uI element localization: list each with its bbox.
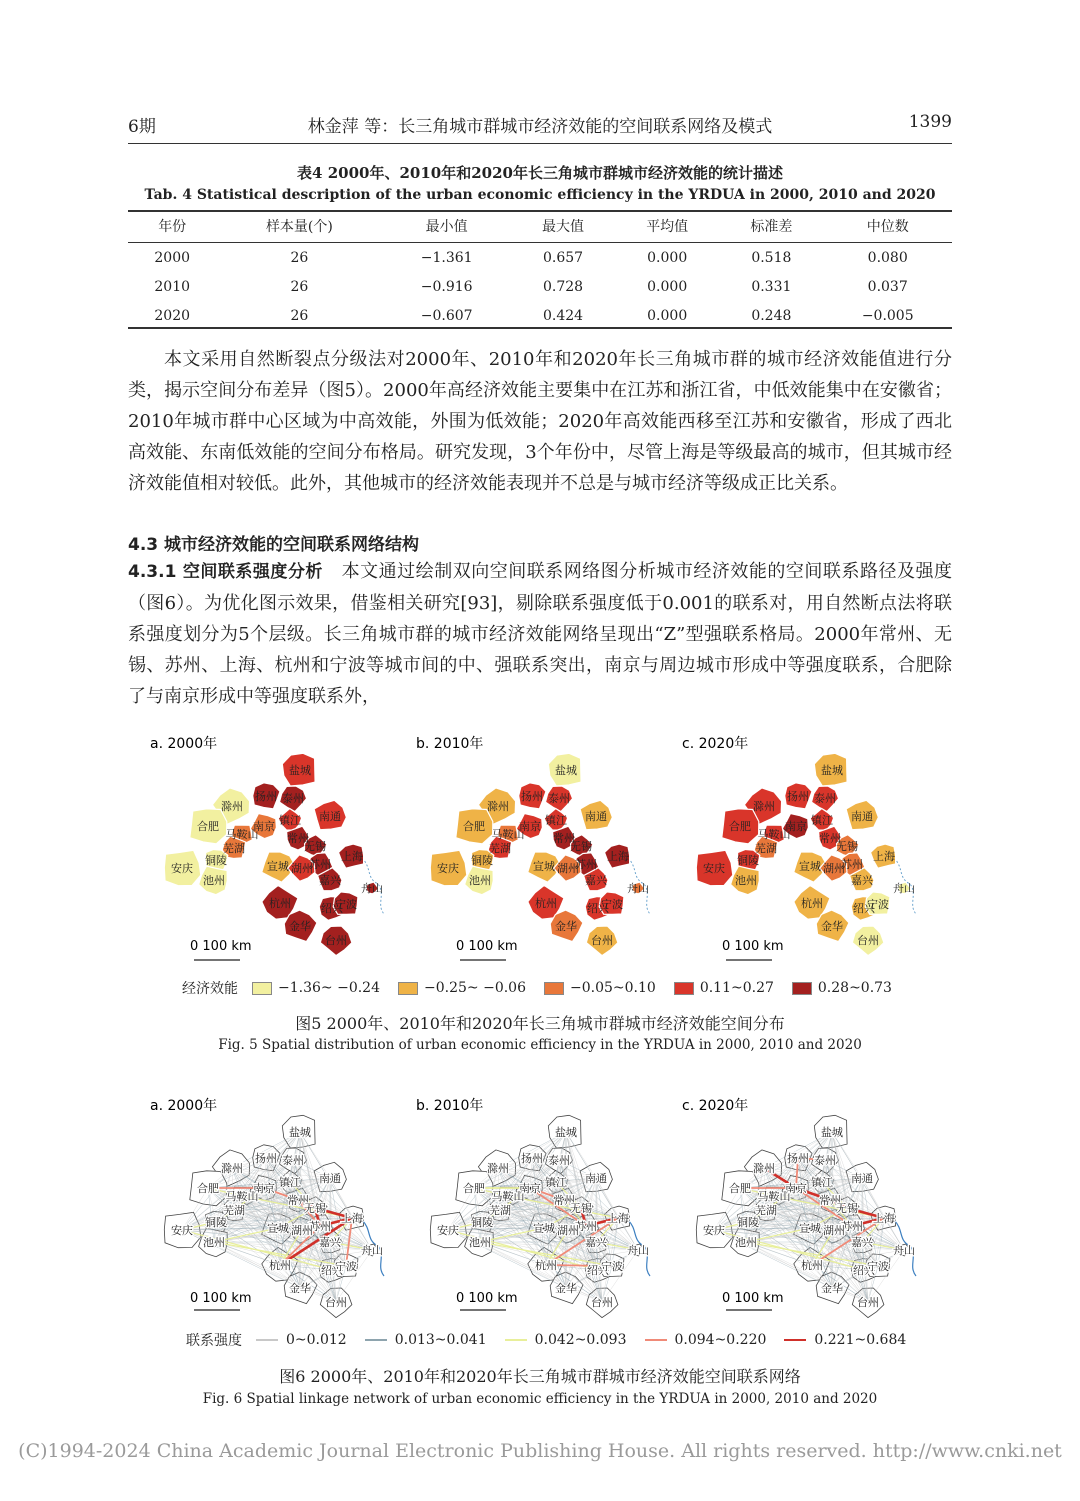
city-label: 宣城 xyxy=(799,1222,821,1235)
city-label: 舟山 xyxy=(361,882,383,895)
scale-label: 0 100 km xyxy=(190,939,252,954)
city-label: 合肥 xyxy=(463,1182,485,1195)
issue-number: 6期 xyxy=(128,117,156,137)
fig5-legend-item xyxy=(398,980,526,996)
city-label: 滁州 xyxy=(487,1162,509,1175)
city-label: 滁州 xyxy=(753,800,775,813)
city-label: 无锡 xyxy=(836,840,858,853)
city-label: 安庆 xyxy=(171,1224,193,1237)
city-label: 金华 xyxy=(289,920,311,933)
city-label: 台州 xyxy=(591,934,613,947)
city-label: 芜湖 xyxy=(755,842,777,855)
city-label: 上海 xyxy=(341,1212,363,1225)
legend-line xyxy=(256,1339,278,1341)
legend-label: 0.094~0.220 xyxy=(674,1332,767,1348)
city-label: 台州 xyxy=(591,1296,613,1309)
paragraph-1 xyxy=(128,344,952,499)
city-label: 上海 xyxy=(341,850,363,863)
city-label: 泰州 xyxy=(814,1154,836,1167)
fig6-legend-item xyxy=(645,1332,767,1348)
legend-swatch xyxy=(252,982,272,995)
city-label: 扬州 xyxy=(521,1152,543,1165)
city-label: 绍兴 xyxy=(321,902,343,915)
city-label: 台州 xyxy=(857,1296,879,1309)
city-label: 嘉兴 xyxy=(319,1236,341,1249)
city-label: 安庆 xyxy=(171,862,193,875)
city-label: 无锡 xyxy=(836,1202,858,1215)
table-cell: 2020 xyxy=(154,307,191,324)
city-label: 绍兴 xyxy=(853,902,875,915)
paragraph-text: 本文采用自然断裂点分级法对2000年、2010年和2020年长三角城市群的城市经济效能值进行分类，揭示空间分布差异（图5）。2000年高经济效能主要集中在江苏和浙江省，中低效能集中在安徽省；2010年城市群中心区域为中高效能，外围为低效能；2020年高效能西移至江苏和安徽省，形成了西北高效能、东南低效能的空间分布格局。研究发现，3个年份中，尽管上海是等级最高的城市，但其城市经济效能值相对较低。此外，其他城市的经济效能表现并不总是与城市经济等级成正比关系。 xyxy=(128,349,952,494)
legend-label: 0~0.012 xyxy=(286,1332,347,1348)
city-label: 铜陵 xyxy=(471,854,493,867)
table-caption-zh: 表4 2000年、2010年和2020年长三角城市群城市经济效能的统计描述 xyxy=(297,164,783,182)
table-cell: 0.037 xyxy=(867,278,908,295)
fig6-legend-item xyxy=(784,1332,906,1348)
running-title: 林金萍 等：长三角城市群城市经济效能的空间联系网络及模式 xyxy=(307,117,773,137)
city-label: 苏州 xyxy=(575,858,597,871)
city-label: 金华 xyxy=(555,1282,577,1295)
col-header: 年份 xyxy=(158,219,187,235)
city-label: 盐城 xyxy=(821,764,843,777)
table-row xyxy=(128,243,952,273)
city-label: 铜陵 xyxy=(737,1216,759,1229)
legend-label: 0.013~0.041 xyxy=(394,1332,487,1348)
col-header: 最小值 xyxy=(425,219,468,235)
table-header-row xyxy=(128,210,952,243)
city-label: 安庆 xyxy=(703,1224,725,1237)
fig5-legend-item xyxy=(252,980,380,996)
city-label: 安庆 xyxy=(437,862,459,875)
city-label: 合肥 xyxy=(729,1182,751,1195)
city-label: 滁州 xyxy=(487,800,509,813)
legend-label: −1.36~ −0.24 xyxy=(278,980,380,996)
fig5-legend-item xyxy=(792,980,892,996)
fig5-panel xyxy=(150,735,384,960)
city-label: 绍兴 xyxy=(853,1264,875,1277)
panel-label: a. 2000年 xyxy=(150,736,218,752)
city-label: 池州 xyxy=(469,874,491,887)
city-label: 舟山 xyxy=(893,882,915,895)
city-label: 无锡 xyxy=(570,840,592,853)
city-label: 南通 xyxy=(851,1172,873,1185)
legend-label: −0.25~ −0.06 xyxy=(424,980,526,996)
col-header: 平均值 xyxy=(646,219,689,235)
city-label: 湖州 xyxy=(557,862,579,875)
table-cell: 0.248 xyxy=(751,307,792,324)
fig6-legend-item xyxy=(505,1332,627,1348)
city-label: 安庆 xyxy=(437,1224,459,1237)
city-label: 常州 xyxy=(819,1194,841,1207)
table-cell: 26 xyxy=(290,249,309,266)
city-label: 合肥 xyxy=(729,820,751,833)
col-header: 样本量(个) xyxy=(265,219,333,235)
city-label: 无锡 xyxy=(570,1202,592,1215)
city-label: 泰州 xyxy=(282,792,304,805)
table-cell: 26 xyxy=(290,278,309,295)
table-cell: 2010 xyxy=(154,278,191,295)
table-cell: 0.518 xyxy=(751,249,792,266)
fig5-maps xyxy=(140,728,940,978)
city-label: 池州 xyxy=(735,1236,757,1249)
city-label: 南京 xyxy=(785,820,807,833)
table-cell: 26 xyxy=(290,307,309,324)
city-label: 金华 xyxy=(821,1282,843,1295)
paragraph-text-span: 本文通过绘制双向空间联系网络图分析城市经济效能的空间联系路径及强度（图6）。为优化图示效果，借鉴相关研究[93]，剔除联系强度低于0.001的联系对，用自然断点法将联系强度划分为5个层级。长三角城市群的城市经济效能网络呈现出“Z”型强联系格局。2000年常州、无锡、苏州、上海、杭州和宁波等城市间的中、强联系突出，南京与周边城市形成中等强度联系，合肥除了与南京形成中等强度联系外， xyxy=(128,561,953,707)
city-label: 宣城 xyxy=(533,860,555,873)
city-label: 马鞍山 xyxy=(491,828,525,841)
city-label: 嘉兴 xyxy=(585,874,607,887)
city-label: 湖州 xyxy=(557,1224,579,1237)
fig5-legend-item xyxy=(544,980,656,996)
city-label: 泰州 xyxy=(548,792,570,805)
city-label: 池州 xyxy=(469,1236,491,1249)
scale-label: 0 100 km xyxy=(722,1291,784,1306)
legend-line xyxy=(505,1339,527,1341)
city-label: 铜陵 xyxy=(205,1216,227,1229)
legend-label: 0.28~0.73 xyxy=(817,980,892,996)
city-label: 绍兴 xyxy=(321,1264,343,1277)
city-label: 杭州 xyxy=(801,1259,823,1272)
paragraph-2 xyxy=(128,556,952,712)
city-label: 杭州 xyxy=(269,897,291,910)
city-label: 泰州 xyxy=(548,1154,570,1167)
city-label: 上海 xyxy=(873,1212,895,1225)
col-header: 标准差 xyxy=(750,219,793,235)
city-label: 杭州 xyxy=(801,897,823,910)
fig5-caption-zh: 图5 2000年、2010年和2020年长三角城市群城市经济效能空间分布 xyxy=(295,1014,785,1033)
city-label: 马鞍山 xyxy=(225,828,259,841)
table-bottom-rule xyxy=(128,327,952,329)
city-label: 湖州 xyxy=(291,862,313,875)
col-header: 最大值 xyxy=(542,219,585,235)
city-label: 无锡 xyxy=(304,1202,326,1215)
city-label: 苏州 xyxy=(309,858,331,871)
city-label: 绍兴 xyxy=(587,1264,609,1277)
city-label: 合肥 xyxy=(197,1182,219,1195)
panel-label: c. 2020年 xyxy=(682,736,749,752)
city-label: 南通 xyxy=(585,810,607,823)
city-label: 杭州 xyxy=(535,1259,557,1272)
city-label: 宁波 xyxy=(335,1260,357,1273)
city-label: 池州 xyxy=(203,1236,225,1249)
city-label: 常州 xyxy=(287,1194,309,1207)
copyright-footer: (C)1994-2024 China Academic Journal Electronic Publishing House. All rights reserved. http://www.cnki.net xyxy=(18,1440,1062,1462)
table-row xyxy=(128,301,952,330)
paragraph-text xyxy=(128,556,952,712)
city-label: 舟山 xyxy=(893,1244,915,1257)
city-label: 南京 xyxy=(785,1182,807,1195)
city-label: 芜湖 xyxy=(489,1204,511,1217)
city-label: 宁波 xyxy=(867,1260,889,1273)
table-cell: 0.000 xyxy=(647,249,688,266)
table-cell: 0.331 xyxy=(751,278,792,295)
city-label: 南通 xyxy=(319,810,341,823)
city-label: 常州 xyxy=(819,832,841,845)
table-cell: 2000 xyxy=(154,249,191,266)
fig6-caption-en: Fig. 6 Spatial linkage network of urban economic efficiency in the YRDUA in 2000, 2010 and 2020 xyxy=(202,1391,878,1407)
city-label: 马鞍山 xyxy=(491,1190,525,1203)
city-label: 常州 xyxy=(553,832,575,845)
city-label: 铜陵 xyxy=(737,854,759,867)
city-label: 常州 xyxy=(287,832,309,845)
legend-swatch xyxy=(398,982,418,995)
stat-table xyxy=(128,210,952,330)
city-label: 宁波 xyxy=(601,898,623,911)
city-label: 宣城 xyxy=(533,1222,555,1235)
scale-label: 0 100 km xyxy=(722,939,784,954)
scale-label: 0 100 km xyxy=(456,1291,518,1306)
city-label: 扬州 xyxy=(255,1152,277,1165)
city-label: 芜湖 xyxy=(755,1204,777,1217)
legend-swatch xyxy=(674,982,694,995)
table-cell: 0.080 xyxy=(867,249,908,266)
city-label: 南通 xyxy=(585,1172,607,1185)
city-label: 池州 xyxy=(203,874,225,887)
table-cell: 0.657 xyxy=(542,249,584,266)
city-label: 盐城 xyxy=(289,1126,311,1139)
fig5-legend-item xyxy=(674,980,774,996)
fig6-panel xyxy=(150,1097,384,1318)
table-caption-en: Tab. 4 Statistical description of the urban economic efficiency in the YRDUA in 2000, 2010 and 2020 xyxy=(144,187,936,203)
legend-label: 0.11~0.27 xyxy=(699,980,774,996)
city-label: 南通 xyxy=(851,810,873,823)
city-label: 扬州 xyxy=(787,790,809,803)
fig5-legend-title: 经济效能 xyxy=(182,981,238,997)
city-label: 盐城 xyxy=(555,1126,577,1139)
table-row xyxy=(128,272,952,301)
legend-swatch xyxy=(544,982,564,995)
city-label: 嘉兴 xyxy=(851,1236,873,1249)
legend-label: −0.05~0.10 xyxy=(570,980,656,996)
scale-label: 0 100 km xyxy=(190,1291,252,1306)
city-label: 湖州 xyxy=(823,1224,845,1237)
city-label: 盐城 xyxy=(289,764,311,777)
legend-line xyxy=(645,1339,667,1341)
city-label: 南京 xyxy=(253,1182,275,1195)
city-label: 台州 xyxy=(325,934,347,947)
city-label: 湖州 xyxy=(823,862,845,875)
table-cell: 0.000 xyxy=(647,307,688,324)
legend-label: 0.221~0.684 xyxy=(814,1332,907,1348)
city-label: 扬州 xyxy=(521,790,543,803)
city-label: 镇江 xyxy=(811,814,833,827)
table-cell: −1.361 xyxy=(420,249,473,266)
city-label: 泰州 xyxy=(814,792,836,805)
city-label: 宣城 xyxy=(799,860,821,873)
city-label: 宁波 xyxy=(867,898,889,911)
city-label: 芜湖 xyxy=(223,842,245,855)
city-label: 马鞍山 xyxy=(757,828,791,841)
city-label: 宣城 xyxy=(267,1222,289,1235)
legend-line xyxy=(365,1339,387,1341)
city-label: 安庆 xyxy=(703,862,725,875)
city-label: 杭州 xyxy=(535,897,557,910)
legend-swatch xyxy=(792,982,812,995)
city-label: 苏州 xyxy=(309,1220,331,1233)
fig5-panel xyxy=(682,735,916,960)
city-label: 舟山 xyxy=(627,882,649,895)
city-label: 泰州 xyxy=(282,1154,304,1167)
city-label: 嘉兴 xyxy=(851,874,873,887)
city-label: 苏州 xyxy=(841,1220,863,1233)
panel-label: c. 2020年 xyxy=(682,1098,749,1114)
city-label: 合肥 xyxy=(197,820,219,833)
city-label: 宁波 xyxy=(601,1260,623,1273)
city-label: 南京 xyxy=(253,820,275,833)
city-label: 湖州 xyxy=(291,1224,313,1237)
city-label: 盐城 xyxy=(821,1126,843,1139)
panel-label: b. 2010年 xyxy=(416,1098,484,1114)
city-label: 镇江 xyxy=(279,814,301,827)
table-cell: −0.607 xyxy=(420,307,473,324)
city-label: 池州 xyxy=(735,874,757,887)
table-cell: −0.005 xyxy=(861,307,914,324)
city-label: 舟山 xyxy=(361,1244,383,1257)
city-label: 苏州 xyxy=(841,858,863,871)
city-label: 南通 xyxy=(319,1172,341,1185)
table-cell: 0.728 xyxy=(542,278,584,295)
fig6-legend-item xyxy=(256,1332,347,1348)
city-label: 嘉兴 xyxy=(319,874,341,887)
running-header xyxy=(128,112,952,142)
legend-label: 0.042~0.093 xyxy=(534,1332,627,1348)
city-label: 金华 xyxy=(555,920,577,933)
city-label: 台州 xyxy=(325,1296,347,1309)
city-label: 铜陵 xyxy=(205,854,227,867)
city-label: 无锡 xyxy=(304,840,326,853)
city-label: 上海 xyxy=(607,850,629,863)
city-label: 滁州 xyxy=(221,800,243,813)
city-label: 金华 xyxy=(289,1282,311,1295)
city-label: 扬州 xyxy=(787,1152,809,1165)
city-label: 镇江 xyxy=(811,1176,833,1189)
fig6-legend-item xyxy=(365,1332,487,1348)
page-number: 1399 xyxy=(908,112,952,132)
city-label: 扬州 xyxy=(255,790,277,803)
city-label: 宣城 xyxy=(267,860,289,873)
city-label: 杭州 xyxy=(269,1259,291,1272)
city-label: 滁州 xyxy=(221,1162,243,1175)
city-label: 宁波 xyxy=(335,898,357,911)
city-label: 芜湖 xyxy=(223,1204,245,1217)
table-cell: 0.424 xyxy=(542,307,584,324)
city-label: 嘉兴 xyxy=(585,1236,607,1249)
fig5-panel xyxy=(416,735,650,960)
scale-label: 0 100 km xyxy=(456,939,518,954)
city-label: 苏州 xyxy=(575,1220,597,1233)
city-label: 常州 xyxy=(553,1194,575,1207)
city-label: 镇江 xyxy=(545,814,567,827)
fig6-legend xyxy=(186,1330,924,1350)
fig6-legend-title: 联系强度 xyxy=(186,1333,242,1349)
subsection-heading-4-3-1: 4.3.1 空间联系强度分析 xyxy=(128,562,323,582)
city-label: 台州 xyxy=(857,934,879,947)
city-label: 盐城 xyxy=(555,764,577,777)
panel-label: a. 2000年 xyxy=(150,1098,218,1114)
city-label: 绍兴 xyxy=(587,902,609,915)
city-label: 马鞍山 xyxy=(225,1190,259,1203)
city-label: 金华 xyxy=(821,920,843,933)
city-label: 南京 xyxy=(519,820,541,833)
city-label: 上海 xyxy=(873,850,895,863)
table-cell: 0.000 xyxy=(647,278,688,295)
city-label: 南京 xyxy=(519,1182,541,1195)
header-rule xyxy=(128,143,952,144)
city-label: 合肥 xyxy=(463,820,485,833)
section-heading-4-3: 4.3 城市经济效能的空间联系网络结构 xyxy=(128,535,420,555)
fig6-caption-zh: 图6 2000年、2010年和2020年长三角城市群城市经济效能空间联系网络 xyxy=(279,1367,801,1386)
fig6-panel xyxy=(682,1097,916,1318)
fig6-networks xyxy=(140,1090,940,1325)
city-label: 滁州 xyxy=(753,1162,775,1175)
legend-line xyxy=(784,1339,806,1341)
city-label: 芜湖 xyxy=(489,842,511,855)
panel-label: b. 2010年 xyxy=(416,736,484,752)
city-label: 铜陵 xyxy=(471,1216,493,1229)
city-label: 马鞍山 xyxy=(757,1190,791,1203)
fig5-legend xyxy=(182,978,910,998)
fig6-panel xyxy=(416,1097,650,1318)
city-label: 上海 xyxy=(607,1212,629,1225)
city-label: 镇江 xyxy=(279,1176,301,1189)
col-header: 中位数 xyxy=(866,219,909,235)
table-cell: −0.916 xyxy=(420,278,473,295)
city-label: 镇江 xyxy=(545,1176,567,1189)
fig5-caption-en: Fig. 5 Spatial distribution of urban economic efficiency in the YRDUA in 2000, 2010 and 2020 xyxy=(218,1037,862,1053)
city-label: 舟山 xyxy=(627,1244,649,1257)
